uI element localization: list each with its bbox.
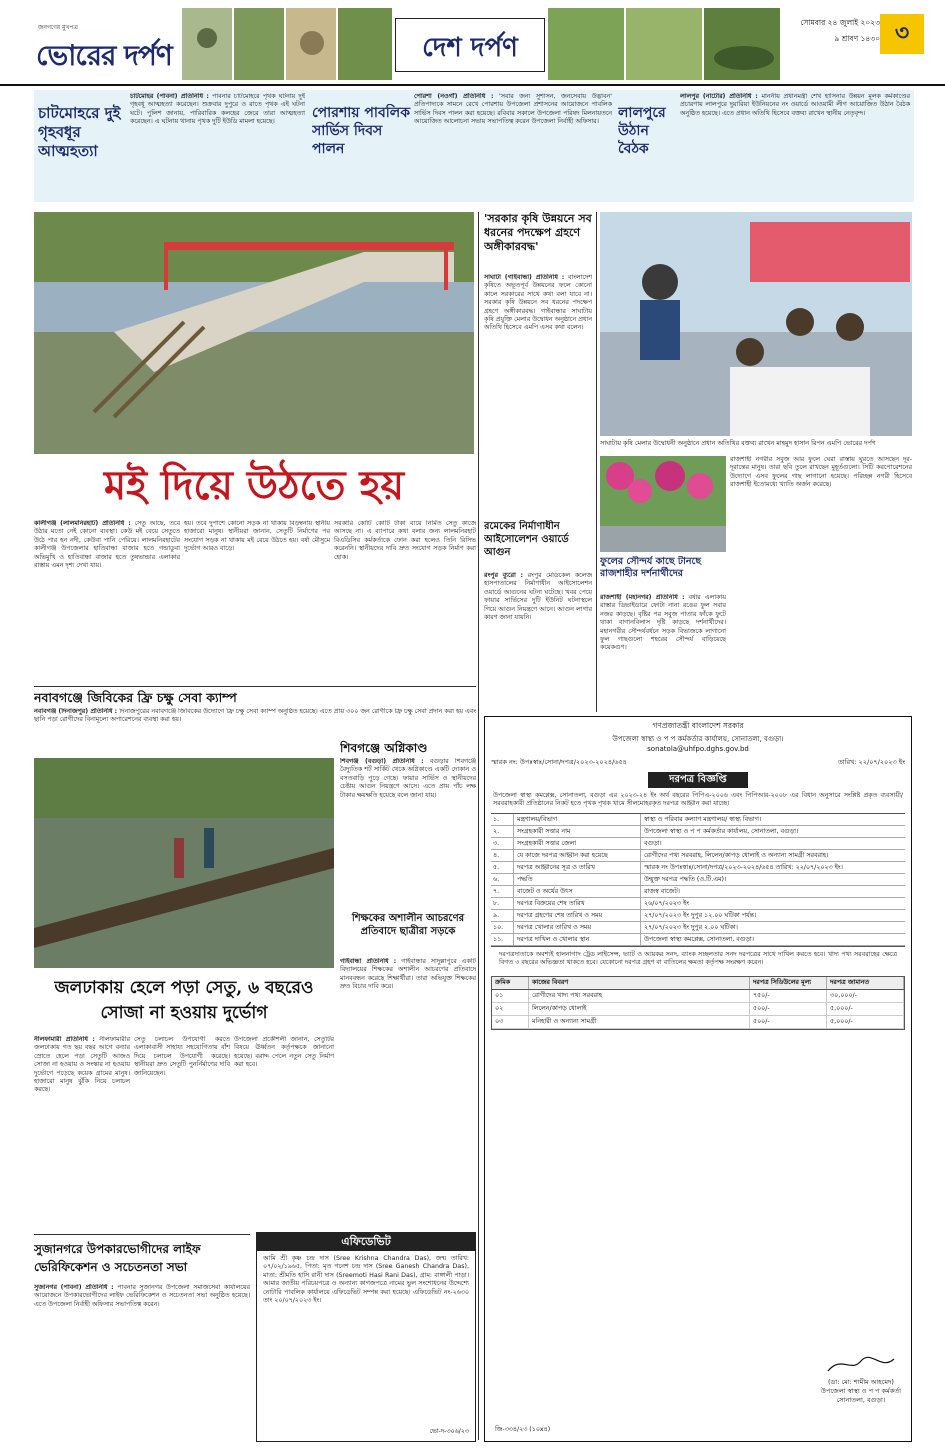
fee-table-row <box>492 990 904 1003</box>
bridge-story-col2 <box>184 520 330 686</box>
tender-row-label: যে কাজে দরপত্র আহ্বান করা হয়েছে <box>514 850 641 861</box>
tender-row-number: ১. <box>491 814 514 825</box>
tender-row-number: ৩. <box>491 838 514 849</box>
sujanagar-headline[interactable]: সুজানগরে উপকারভোগীদের লাইফ ভেরিফিকেশন ও সচেতনতা সভা <box>34 1242 201 1274</box>
tender-row-value: উপজেলা স্বাস্থ্য কমপ্লেক্স, সোনাতলা, বগুড়া। <box>644 935 754 943</box>
flower-headline-box[interactable] <box>600 556 726 592</box>
story-lalpur-body <box>680 93 910 199</box>
bridge-ladder-photo <box>34 212 474 454</box>
bridge-big-headline[interactable]: মই দিয়ে উঠতে হয় <box>103 462 405 509</box>
tender-row-label: মন্ত্রণালয়/বিভাগ <box>514 814 641 825</box>
jaldhaka-headline[interactable]: জলঢাকায় হেলে পড়া সেতু, ৬ বছরেও সোজা না হওয়ায় দুর্ভোগ <box>54 978 314 1023</box>
tender-row <box>491 886 905 898</box>
tender-table <box>491 813 905 946</box>
agri-fair-image <box>600 212 912 436</box>
body-text: উপজেলা প্রকৌশলী জানান, সেতুটির বিষয়ে ঊর্ধ্বতন কর্তৃপক্ষকে জানানো হয়েছে। বরাদ্দ পেলে নতুন সেতু নির্মাণ করা হবে। <box>234 1036 334 1069</box>
fee-header-cell: দরপত্র জামানত <box>827 977 904 989</box>
fee-table-row <box>492 1016 904 1029</box>
dateline: নীলফামারী প্রতিনিধি : <box>34 1036 95 1043</box>
tender-row-label: সংগ্রহকারী সত্তার জেলা <box>514 838 641 849</box>
fee-header-cell: দরপত্র সিডিউলের মূল্য <box>750 977 827 989</box>
fee-cell-price: ৫০০/- <box>750 1003 827 1015</box>
logo-text: ভোরের দর্পণ <box>36 39 172 72</box>
tender-row-value: উপজেলা স্বাস্থ্য ও প প কর্মকর্তার কার্যালয়, সোনাতলা, বগুড়া। <box>644 827 799 835</box>
tender-row <box>491 934 905 946</box>
tender-row-value: রোগীদের পথ্য সরবরাহ, লিলেন/কাপড় ধোলাই ও অন্যান্য সামগ্রী সরবরাহ। <box>644 851 829 859</box>
signer-place: সোনাতলা, বগুড়া। <box>836 1396 886 1404</box>
logo-tagline: জনগণের মুখপত্র <box>38 24 78 31</box>
dateline: রংপুর ব্যুরো : <box>484 572 524 579</box>
bridge-story-col3 <box>334 520 476 686</box>
tender-row-number: ২. <box>491 826 514 837</box>
tender-title: দরপত্র বিজ্ঞপ্তি <box>648 772 748 788</box>
signer-name: (ডা: মো: শামীম আহমেদ) <box>828 1378 894 1386</box>
story-chatmohor-body <box>130 93 305 199</box>
dateline: সাঘাটা (গাইবান্ধা) প্রতিনিধি : <box>484 274 565 281</box>
dateline: চাটমোহর (পাবনা) প্রতিনিধি : <box>130 93 209 100</box>
date-bengali: ৯ শ্রাবণ ১৪৩০ <box>834 34 880 43</box>
section-title: দেশ দর্পণ <box>422 33 518 63</box>
tender-row-number: ১০. <box>491 922 514 933</box>
tender-row-number: ৪. <box>491 850 514 861</box>
headline: লালপুরে উঠান বৈঠক <box>618 105 666 157</box>
fee-header-cell: কাজের বিবরণ <box>529 977 750 989</box>
body-text: 'সবার জন্য সুশাসন, জনসেবায় উদ্ভাবন' প্রতিপাদ্যকে সামনে রেখে পোরশায় উপজেলা প্রশাসনের আয়োজনে পাবলিক সার্ভিস দিবস পালন করা হয়েছে। রবিবার সকালে উপজেলা পরিষদ মিলনায়তনে আয়োজিত আলোচনা সভায় সভাপতিত্ব করেন উপজেলা নির্বাহী অফিসার। <box>414 93 612 126</box>
tender-row <box>491 898 905 910</box>
masthead <box>0 0 945 86</box>
memo-number: স্মারক নং: উপঃস্বাঃ/সোনা/দপত্র/২০২৩-২০২৪/৬৫৪ <box>491 758 627 766</box>
fee-cell-price: ৭৫০/- <box>750 990 827 1002</box>
eye-camp-headline[interactable]: নবাবগঞ্জে জিবিকের ফ্রি চক্ষু সেবা ক্যাম্প <box>34 690 237 705</box>
affidavit-ad <box>256 1232 476 1442</box>
newspaper-logo[interactable] <box>30 14 180 74</box>
headline: শিক্ষকের অশালীন আচরণের প্রতিবাদে ছাত্রীরা সড়কে <box>351 913 465 937</box>
body-text: বর্ষার এলাকায় রাস্তার ডিভাইডারে ফোটা নানা রঙের ফুল সবার নজর কাড়ছে। বৃষ্টির পর সবুজ পাতার ফাঁকে ফুটে থাকা বাগানবিলাস দৃষ্টি কাড়ছে দর্শনার্থীদের। মহানগরীর সৌন্দর্যবর্ধনে সড়ক বিভাজকে লাগানো ফুল গাছগুলো শহরের সৌন্দর্য বাড়িয়েছে কয়েকগুণ। <box>600 594 726 652</box>
headline: চাটমোহরে দুই গৃহবধূর আত্মহত্যা <box>38 104 121 160</box>
tender-row-label: পদ্ধতি <box>514 874 641 885</box>
body-text: রংপুর মেডিকেল কলেজ হাসপাতালের নির্মাণাধীন আইসোলেশন ওয়ার্ডে আগুনের ঘটনা ঘটেছে। খবর পেয়ে ফায়ার সার্ভিসের দুটি ইউনিট ঘটনাস্থলে গিয়ে আগুন নিয়ন্ত্রণে আনে। আগুন লাগার কারণ জানা যায়নি। <box>484 572 592 622</box>
headline: ফুলের সৌন্দর্য কাছে টানছে রাজশাহীর দর্শনার্থীদের <box>600 556 702 579</box>
tender-row <box>491 850 905 862</box>
fee-table-header <box>492 977 904 990</box>
headline: রমেকের নির্মাণাধীন আইসোলেশন ওয়ার্ডে আগুন <box>484 521 569 558</box>
tender-row-value: ২৬/০৭/২০২৩ ইং <box>644 899 689 907</box>
flower-road-photo <box>600 456 726 552</box>
tender-row-value: ২৭/০৭/২০২৩ ইং দুপুর ১২.০০ ঘটিকা পর্যন্ত। <box>644 911 757 919</box>
story-lalpur-headline[interactable] <box>618 104 678 184</box>
tender-row-value: স্বাস্থ্য ও পরিবার কল্যাণ মন্ত্রণালয়/ স্বাস্থ্য বিভাগ। <box>644 815 762 823</box>
signature-image <box>826 1353 896 1375</box>
dateline: লালপুর (নাটোর) প্রতিনিধি : <box>680 93 758 100</box>
tender-row-number: ৭. <box>491 886 514 897</box>
tender-row-value: উন্মুক্ত দরপত্র পদ্ধতি (ও.টি.এম)। <box>644 875 727 883</box>
jaldhaka-col2 <box>134 1036 230 1228</box>
headline: পোরশায় পাবলিক সার্ভিস দিবস পালন <box>312 105 410 157</box>
body-text: সেতু চলাচল উপযোগী করতে এলাকাবাসী সাহায্য সহযোগিতায় বাঁশ দিয়ে চলাচল উপযোগী করেছে। স্থানীয়রা দ্রুত সেতুটি পুনর্নির্মাণের দাবি জানিয়েছেন। <box>134 1036 230 1077</box>
column-rule <box>478 212 479 1440</box>
fee-cell-no: ০১ <box>492 990 529 1002</box>
tender-row-value: বগুড়া। <box>644 839 662 847</box>
tender-row-number: ৯. <box>491 910 514 921</box>
dateline: রাজশাহী (মহানগর) প্রতিনিধি : <box>600 594 685 601</box>
body-text: নীলফামারীর জলঢাকায় গত ছয় বছর আগে বন্যার স্রোতে হেলে পড়া সেতুটি আজও সোজা না হওয়ায় ও সংস্কার না হওয়ায় দুর্ভোগে পড়েছে কয়েক গ্রামের মানুষ। হাজারো মানুষ ঝুঁকি নিয়ে চলাচল করছে। <box>34 1036 130 1094</box>
fee-cell-item: মনিহারী ও অন্যান্য সামগ্রী <box>529 1016 750 1028</box>
farm-photos-image <box>182 8 392 80</box>
affidavit-footer: ভো-দ-৩০৬/২৩ <box>429 1428 469 1435</box>
affidavit-title: এফিডেভিট <box>257 1233 475 1251</box>
sujanagar-body <box>34 1284 250 1439</box>
story-chatmohor-headline[interactable] <box>38 104 128 184</box>
body-text: বাংলাদেশ কৃষিতে অভূতপূর্ব উন্নয়নের ফলে কোনো কালে সরকারের সাথে কথা বলা যাবে না। সরকার কৃষি উন্নয়নে সব ধরনের পদক্ষেপ গ্রহণে অঙ্গীকারবদ্ধ। গাইবান্ধার সাঘাটায় কৃষি প্রযুক্তি মেলার উদ্বোধন অনুষ্ঠানে প্রধান অতিথি হিসেবে এমপি এসব কথা বলেন। <box>484 274 592 332</box>
jaldhaka-col3 <box>234 1036 334 1228</box>
tender-row-label: দরপত্র বিক্রয়ের শেষ তারিখ <box>514 898 641 909</box>
signer-title: উপজেলা স্বাস্থ্য ও প প কর্মকর্তা <box>820 1387 901 1395</box>
tender-intro: উপজেলা স্বাস্থ্য কমপ্লেক্স, সোনাতলা, বগুড়া এর ২০২৩-২৪ ইং অর্থ বছরের পিপিএ-২০০৬ এবং পিপিআর-২০০৮ এর বিধান অনুসারে সংশ্লিষ্ট প্রকৃত ব্যবসায়ী/সরবরাহকারী প্রতিষ্ঠানের নিকট হতে পৃথক পৃথক খামে সীলমোহরকৃত দরপত্র আহ্বান করা যাচ্ছে। <box>493 792 903 808</box>
fire-headline-box[interactable] <box>484 520 592 570</box>
story-porsha-body <box>414 93 612 199</box>
tender-row <box>491 826 905 838</box>
dateline: সুজানগর (পাবনা) প্রতিনিধি : <box>34 1284 114 1291</box>
signature-block <box>821 1353 901 1405</box>
row-rule <box>34 1234 250 1235</box>
teacher-story-body <box>340 958 476 1118</box>
tender-row <box>491 838 905 850</box>
fee-cell-item: লিলেন/কাপড় ধোলাই <box>529 1003 750 1015</box>
flower-story-right-body <box>730 456 912 636</box>
body-text: সরকারি কোটি কোটি টাকা ব্যয়ে নির্মিত সেতু কাজে আসছে না। এ ব্যাপারে কথা বলার জন্য লালমনিরহাট বিএডিসির কর্মকর্তাকে ফোন করা হলেও তিনি রিসিভ করেননি। স্থানীয়দের দাবি দ্রুত সংযোগ সড়ক নির্মাণ করা হোক। <box>334 520 476 561</box>
body-text: সেতু আছে, তবে উঠার মতো নেই কোনো ব্যবস্থা। কেউ মই বেয়ে সেতুতে উঠে পার হন নদী, কেউবা পানি পেরিয়ে। লালমনিরহাটের কালীগঞ্জ উপজেলার হাতিবান্ধা বাজার হতে গন্ডাডুবা অভিমুখি ও হাতিবান্ধা বাজার হতে তুষভান্ডার এলাকার রাস্তায় এমন দৃশ্য দেখা যায়। <box>34 520 180 570</box>
dateline: গাইবান্ধা প্রতিনিধি : <box>340 958 397 965</box>
tender-row <box>491 910 905 922</box>
tender-row-label: দরপত্র খোলার তারিখ ও সময় <box>514 922 641 933</box>
dateline: নবাবগঞ্জ (দিনাজপুর) প্রতিনিধি : <box>34 708 118 715</box>
body-text: গাইবান্ধার সাদুল্লাপুরে একটি বিদ্যালয়ের শিক্ষকের অশালীন আচরণের প্রতিবাদে মানববন্ধন করেছে শিক্ষার্থীরা। তারা অভিযুক্ত শিক্ষকের দ্রুত বিচার দাবি করে। <box>340 958 476 991</box>
fee-cell-security: ৫,০০০/- <box>827 1016 904 1028</box>
section-title-box <box>395 18 545 72</box>
tender-row-number: ৫. <box>491 862 514 873</box>
agri-story-body <box>484 274 592 444</box>
fee-table-row <box>492 1003 904 1016</box>
tender-row-label: দরপত্র দাখিল ও খোলার স্থান <box>514 934 641 945</box>
body-text: বগুড়ার শিবগঞ্জে বৈদ্যুতিক শর্ট সার্কিট থেকে অগ্নিকাণ্ডে একটি দোকান ও বসতবাড়ি পুড়ে গেছে। ফায়ার সার্ভিস ও স্থানীয়দের চেষ্টায় আগুন নিয়ন্ত্রণে আসে। এতে প্রায় পাঁচ লক্ষ টাকার ক্ষয়ক্ষতি হয়েছে বলে জানা যায়। <box>340 758 476 799</box>
story-porsha-headline[interactable] <box>312 104 412 184</box>
tender-row-number: ৬. <box>491 874 514 885</box>
agri-fair-photo <box>600 212 912 436</box>
broken-bridge-image <box>34 758 334 968</box>
dateline: পোরশা (নওগাঁ) প্রতিনিধি : <box>414 93 494 100</box>
body-text: পাবনার সুজানগর উপজেলা সমাজসেবা কার্যালয়ের আয়োজনে উপকারভোগীদের লাইফ ভেরিফিকেশন ও সচেতনতা সভা অনুষ্ঠিত হয়েছে। এতে উপজেলা নির্বাহী অফিসার সভাপতিত্ব করেন। <box>34 1284 250 1308</box>
office-line: উপজেলা স্বাস্থ্য ও প প কর্মকর্তার কার্যালয়, সোনাতলা, বগুড়া। <box>612 735 784 743</box>
agri-photo-caption: সাঘাটায় কৃষি মেলার উদ্বোধনী অনুষ্ঠানে প্রধান অতিথির বক্তব্য রাখেন মাহমুদ হাসান রিপন এমপি ভোরের দর্পণ <box>600 439 876 447</box>
affidavit-body: আমি শ্রী কৃষ্ণ চন্দ্র দাস (Sree Krishna Chandra Das), জন্ম তারিখ: ০৭/০২/১৯৬৫, পিতা: মৃত গনেশ চন্দ্র দাস (Sree Ganesh Chandra Das), মাতা: শ্রীমতি হাসি রানী দাস (Sreemoti Hasi Rani Das), গ্রাম: বাঙ্গালী পাড়া। আমার জাতীয় পরিচয়পত্রে ও অন্যান্য কাগজপত্রে নামের ভুল সংশোধনের উদ্দেশ্যে নোটারি পাবলিক কার্যালয়ে এফিডেভিট সম্পন্ন করা হয়েছে। এফিডেভিট নং-২৬৩০ তাং ২০/০৭/২০২৩ ইং। <box>263 1255 469 1305</box>
bridge-photo-image <box>34 212 474 454</box>
tender-row <box>491 922 905 934</box>
fee-header-cell: ক্রমিক <box>492 977 529 989</box>
tender-eligibility: দরপত্রদাতাকে অবশ্যই হালনাগাদ ট্রেড লাইসেন্স, ভ্যাট ও আয়কর সনদ, ব্যাংক সচ্ছলতার সনদ দরপত্রের সাথে দাখিল করতে হবে। খাদ্য পথ্য সরবরাহের ক্ষেত্রে বিগত ৩ বছরের অভিজ্ঞতা থাকতে হবে। যেকোনো দরপত্র গ্রহণ বা বাতিলের ক্ষমতা কর্তৃপক্ষ সংরক্ষণ করেন। <box>491 946 905 972</box>
fee-table <box>491 976 905 1030</box>
body-text: দিনাজপুরের নবাবগঞ্জে জিবিকের উদ্যোগে ফ্রি চক্ষু সেবা ক্যাম্প অনুষ্ঠিত হয়েছে। এতে প্রায় ৩০০ জন রোগীকে ফ্রি চক্ষু সেবা প্রদান করা হয় এবং ছানি পড়া রোগীদের বিনামূল্যে অপারেশনের ব্যবস্থা করা হয়। <box>34 708 476 724</box>
fee-cell-no: ০৩ <box>492 1016 529 1028</box>
date-gregorian: সোমবার ২৪ জুলাই ২০২৩ <box>800 18 880 27</box>
email-line[interactable]: sonatola@uhfpo.dghs.gov.bd <box>647 745 749 753</box>
dateline: শিবগঞ্জ (বগুড়া) প্রতিনিধি : <box>340 758 424 765</box>
tender-row-label: দরপত্র আহ্বানের সূত্র ও তারিখ <box>514 862 641 873</box>
masthead-photo-strip-right <box>548 8 818 80</box>
fire-services-headline[interactable]: শিবগঞ্জে অগ্নিকাণ্ড <box>340 741 428 755</box>
tender-row-number: ১১. <box>491 934 514 945</box>
column-rule <box>596 212 597 712</box>
fire-story-body <box>484 572 592 712</box>
tender-row-value: ২৭/০৭/২০২৩ ইং দুপুর ২.০০ ঘটিকা। <box>644 923 738 931</box>
tender-row-label: দরপত্র গ্রহণের শেষ তারিখ ও সময় <box>514 910 641 921</box>
agri-headline-box[interactable] <box>484 212 592 272</box>
fee-cell-price: ৫০০/- <box>750 1016 827 1028</box>
flower-road-image <box>600 456 726 552</box>
page-number: ৩ <box>880 14 924 54</box>
tender-row <box>491 862 905 874</box>
masthead-photo-strip-left <box>182 8 392 80</box>
gov-line: গণপ্রজাতন্ত্রী বাংলাদেশ সরকার <box>652 721 744 730</box>
body-text: মাননীয় প্রধানমন্ত্রী শেখ হাসিনার উন্নয়ন মূলক কর্মকাণ্ডের প্রচারণায় লালপুরে দুয়ারিয়া ইউনিয়নের নং ওয়ার্ডে আওয়ামী লীগ আয়োজিত উঠান বৈঠক অনুষ্ঠিত হয়েছে। এতে প্রধান অতিথি হিসেবে বক্তব্য রাখেন স্থানীয় নেতৃবৃন্দ। <box>680 93 910 117</box>
tender-row <box>491 874 905 886</box>
fee-cell-item: রোগীদের খাদ্য পথ্য সরবরাহ <box>529 990 750 1002</box>
headline: 'সরকার কৃষি উন্নয়নে সব ধরনের পদক্ষেপ গ্রহণে অঙ্গীকারবদ্ধ' <box>484 212 592 253</box>
fee-cell-security: ৫,০০০/- <box>827 1003 904 1015</box>
body-text: রাজশাহী নগরীর সবুজ আর ফুলে ঘেরা রাস্তায় ঘুরতে আসছেন দূর-দূরান্তের মানুষ। তারা ছবি তুলে রাখছেন মুহূর্তগুলো। সিটি করপোরেশনের উদ্যোগে এসব ফুলের গাছ লাগানো হয়েছে। পরিচ্ছন্ন নগরী হিসেবে রাজশাহী ইতোমধ্যে খ্যাতি অর্জন করেছে। <box>730 456 912 489</box>
fee-cell-no: ০২ <box>492 1003 529 1015</box>
body-text: হয়। তবে দুপাশে কোনো সড়ক না থাকায় বিড়ম্বনায় স্থানীয় হাজারো মানুষ। স্থানীয়রা জানান, সেতুটি নির্মাণের পর সংযোগ সড়ক না থাকায় মই বেয়ে উঠতে হয়। বর্ষা মৌসুমে দুর্ভোগ আরও বাড়ে। <box>184 520 330 553</box>
dateline: কালীগঞ্জ (লালমনিরহাট) প্রতিনিধি : <box>34 520 131 527</box>
tender-footer-code: জি-৩৩৪/২৩ (১০x৪) <box>495 1426 551 1433</box>
flower-story-body <box>600 594 726 712</box>
row-rule <box>34 686 476 687</box>
teacher-headline-box[interactable] <box>340 912 476 956</box>
tender-row-value: রাজস্ব বাজেট। <box>644 887 680 895</box>
body-text: পাবনার চাটমোহরে পৃথক ঘটনায় দুই গৃহবধূ আত্মহত্যা করেছেন। শুক্রবার দুপুরে ও রাতে পৃথক এই ঘটনা ঘটে। পুলিশ জানায়, পারিবারিক কলহের জেরে তারা আত্মহত্যা করেছেন। এ ঘটনায় থানায় পৃথক দুটি ইউডি মামলা হয়েছে। <box>130 93 305 126</box>
tender-row-value: স্মারক নং উপঃস্বাঃ/সোনা/দপত্র/২০২৩-২০২৪/৬৫৪ তারিখ: ২২/০৭/২০২৩ ইং। <box>644 863 843 871</box>
tender-row-number: ৮. <box>491 898 514 909</box>
memo-date: তারিখ: ২২/০৭/২০২৩ ইং <box>837 758 905 766</box>
field-photos-image <box>548 8 780 80</box>
tender-row <box>491 814 905 826</box>
bridge-story-col1 <box>34 520 180 686</box>
broken-bridge-photo <box>34 758 334 968</box>
tender-row-label: সংগ্রহকারী সত্তার নাম <box>514 826 641 837</box>
tender-row-label: বাজেট ও অর্থের উৎস <box>514 886 641 897</box>
jaldhaka-col1 <box>34 1036 130 1228</box>
fire-services-body <box>340 758 476 910</box>
tender-notice <box>484 716 912 1442</box>
fee-cell-security: ৩০,০০০/- <box>827 990 904 1002</box>
